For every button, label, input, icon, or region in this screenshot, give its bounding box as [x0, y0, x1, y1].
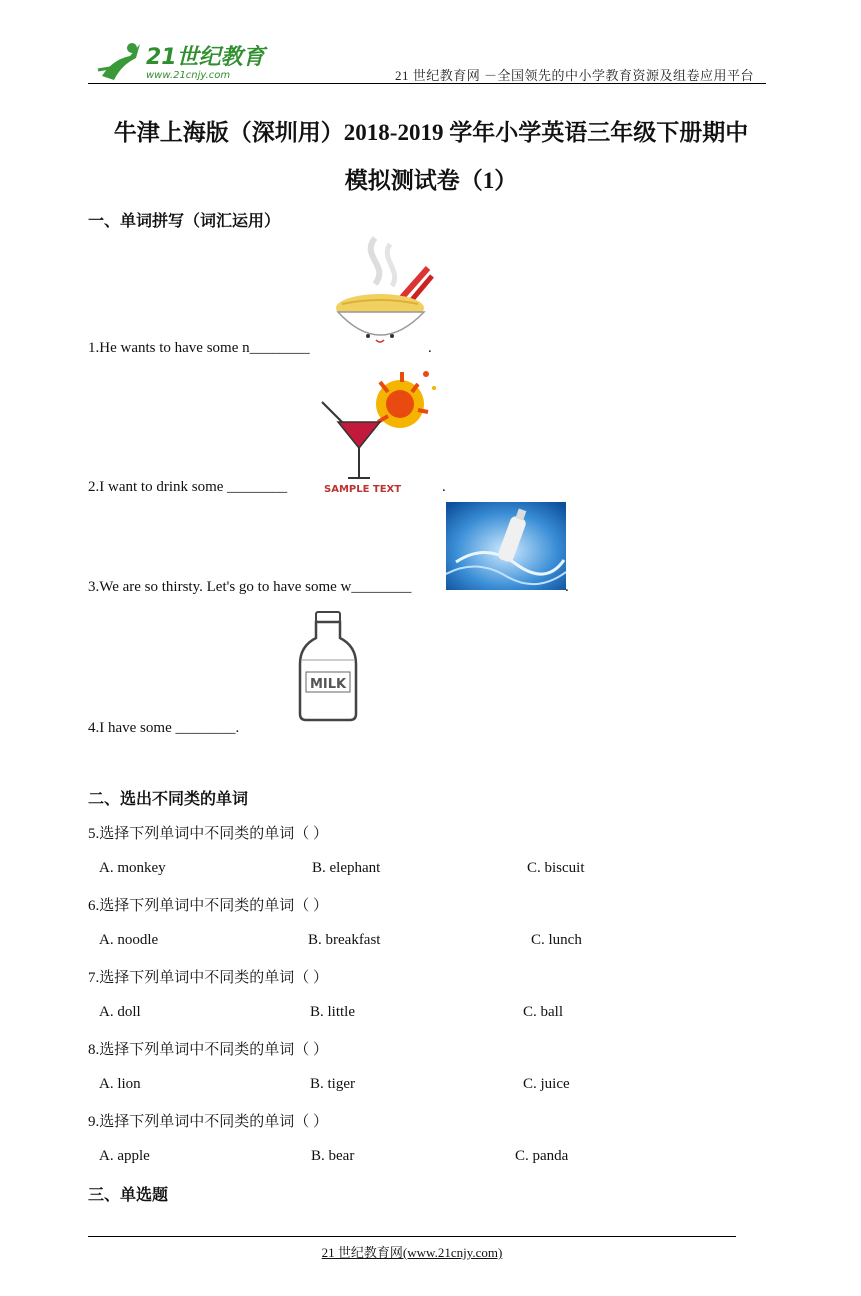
question-9-option-c[interactable]: C. panda — [515, 1148, 569, 1164]
section1-heading: 一、单词拼写（词汇运用） — [88, 213, 281, 230]
question-8-option-c[interactable]: C. juice — [523, 1076, 570, 1092]
page-title-line2: 模拟测试卷（1） — [344, 168, 518, 193]
site-logo — [92, 36, 272, 84]
question-4-text: 4.I have some ________. — [88, 720, 240, 736]
question-5-option-c[interactable]: C. biscuit — [527, 860, 585, 876]
header-site-text: 21 世纪教育网 －全国领先的中小学教育资源及组卷应用平台 — [395, 68, 755, 83]
question-2-end: . — [442, 479, 446, 495]
question-5-stem: 5.选择下列单词中不同类的单词（ ） — [88, 826, 329, 842]
section2-heading: 二、选出不同类的单词 — [88, 791, 249, 808]
question-8-option-a[interactable]: A. lion — [99, 1076, 141, 1092]
question-8-option-b[interactable]: B. tiger — [310, 1076, 355, 1092]
section3-heading: 三、单选题 — [88, 1187, 169, 1204]
question-1-end: . — [428, 340, 432, 356]
question-3-text: 3.We are so thirsty. Let's go to have some w________ — [88, 579, 412, 595]
question-7-option-b[interactable]: B. little — [310, 1004, 355, 1020]
noodle-bowl-image — [330, 236, 434, 358]
question-9-stem: 9.选择下列单词中不同类的单词（ ） — [88, 1114, 329, 1130]
footer-link[interactable]: 21 世纪教育网(www.21cnjy.com) — [321, 1245, 503, 1260]
cocktail-image — [318, 362, 444, 496]
question-7-stem: 7.选择下列单词中不同类的单词（ ） — [88, 970, 329, 986]
question-9-option-b[interactable]: B. bear — [311, 1148, 355, 1164]
water-bottle-image — [446, 502, 566, 590]
page-title-line1: 牛津上海版（深圳用）2018-2019 学年小学英语三年级下册期中 — [113, 120, 749, 145]
question-6-option-c[interactable]: C. lunch — [531, 932, 582, 948]
question-6-option-a[interactable]: A. noodle — [99, 932, 159, 948]
milk-bottle-image — [296, 610, 360, 722]
question-2-text: 2.I want to drink some ________ — [88, 479, 288, 495]
question-7-option-c[interactable]: C. ball — [523, 1004, 563, 1020]
sample-text-watermark: SAMPLE TEXT — [324, 484, 402, 495]
question-6-option-b[interactable]: B. breakfast — [308, 932, 381, 948]
question-8-stem: 8.选择下列单词中不同类的单词（ ） — [88, 1042, 329, 1058]
question-6-stem: 6.选择下列单词中不同类的单词（ ） — [88, 898, 329, 914]
question-3-end: . — [565, 579, 569, 595]
question-5-option-a[interactable]: A. monkey — [99, 860, 166, 876]
milk-label: MILK — [310, 677, 347, 692]
question-7-option-a[interactable]: A. doll — [99, 1004, 141, 1020]
logo-url: www.21cnjy.com — [146, 70, 231, 81]
question-5-option-b[interactable]: B. elephant — [312, 860, 381, 876]
question-1-text: 1.He wants to have some n________ — [88, 340, 310, 356]
footer-divider — [88, 1236, 736, 1237]
logo-text: 21世纪教育 — [146, 45, 265, 70]
header-divider — [88, 83, 766, 84]
question-9-option-a[interactable]: A. apple — [99, 1148, 150, 1164]
